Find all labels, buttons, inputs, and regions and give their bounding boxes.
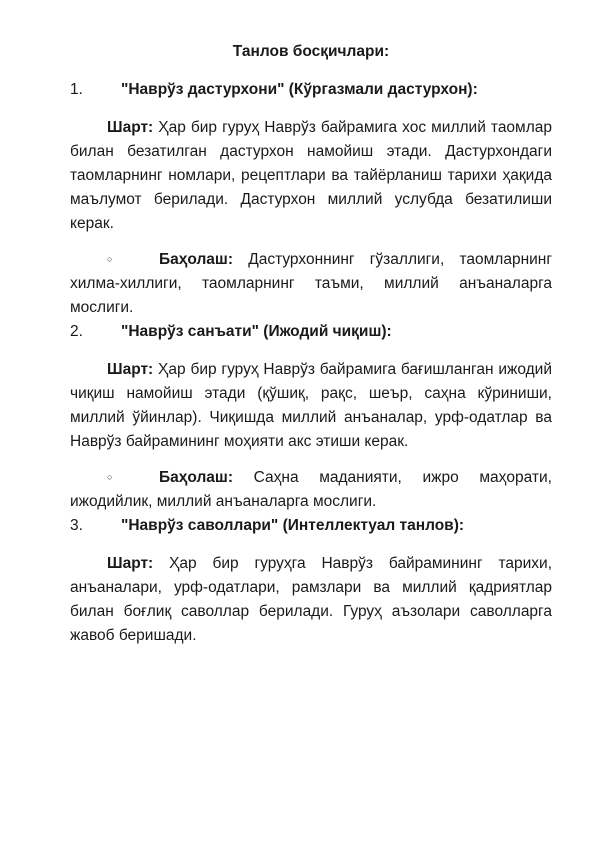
item-1-bullet-icon: ○ [107,254,113,264]
item-1-number: 1. [70,81,83,98]
item-1-heading [70,78,552,102]
item-3-heading-text: "Наврўз саволлари" (Интеллектуал танлов): [121,517,465,535]
item-2-condition-text: Ҳар бир гуруҳ Наврўз байрамига бағишланган ижодий чиқиш намойиш этади (қўшиқ, рақс, шеър, саҳна кўриниши, миллий ўйинлар). Чиқишда миллий анъаналар, урф-одатлар ва Наврўз байрамининг моҳияти акс этиши керак. [70,361,552,451]
item-3-heading [70,514,552,538]
item-1-eval-text: Дастурхоннинг гўзаллиги, таомларнинг хилма-хиллиги, таомларнинг таъми, миллий анъаналарга мослиги. [70,251,552,317]
item-1-condition-text: Ҳар бир гуруҳ Наврўз байрамига хос миллий таомлар билан безатилган дастурхон намойиш этади. Дастурхондаги таомларнинг номлари, рецептлари ва тайёрланиш тарихи ҳақида маълумот берилади. Дастурхон миллий услубда безатилиши керак. [70,119,552,232]
item-3-condition-label: Шарт: [107,555,154,573]
item-1-heading-text: "Наврўз дастурхони" (Кўргазмали дастурхон): [121,81,478,98]
item-1-eval-label: Баҳолаш: [159,251,234,269]
item-2-condition-label: Шарт: [107,361,154,379]
item-2-evaluation [70,466,552,514]
item-1-evaluation [70,248,552,320]
item-2-heading [70,320,552,344]
item-2-bullet-icon: ○ [107,472,113,483]
item-2-heading-text: "Наврўз санъати" (Ижодий чиқиш): [121,323,392,341]
item-3-number: 3. [70,517,83,535]
item-3-condition-text: Ҳар бир гуруҳга Наврўз байрамининг тарихи, анъаналари, урф-одатлари, рамзлари ва миллий қадриятлар билан боғлиқ саволлар берилади. Гуруҳ аъзолари саволларга жавоб беришади. [70,555,553,645]
item-2-condition [70,358,552,454]
item-2-eval-label: Баҳолаш: [159,469,234,487]
item-1-condition [70,116,552,236]
item-2-number: 2. [70,323,83,341]
item-1-condition-label: Шарт: [107,119,154,136]
page-title: Танлов босқичлари: [232,43,390,60]
item-3-condition [70,552,552,648]
item-2-eval-text: Саҳна маданияти, ижро маҳорати, ижодийлик, миллий анъаналарга мослиги. [70,469,552,511]
